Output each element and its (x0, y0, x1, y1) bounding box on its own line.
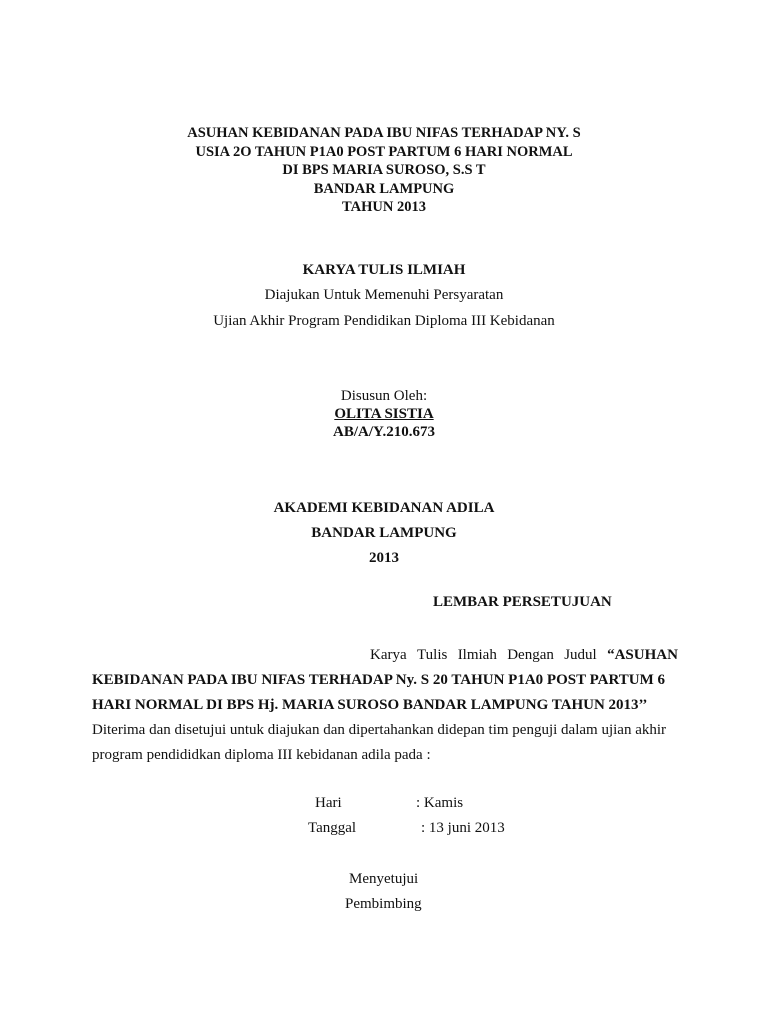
approval-body-line-1: Diterima dan disetujui untuk diajukan dan dipertahankan didepan tim penguji dalam ujian akhir (92, 722, 667, 738)
purpose-line-2: Ujian Akhir Program Pendidikan Diploma III Kebidanan (213, 313, 555, 329)
author-name: OLITA SISTIA (334, 406, 434, 422)
cover-title-line: BANDAR LAMPUNG (313, 180, 455, 197)
intro-word: Dengan (507, 647, 554, 663)
purpose-line-1: Diajukan Untuk Memenuhi Persyaratan (264, 287, 504, 303)
approval-paragraph (92, 643, 678, 768)
approval-title-line-3: HARI NORMAL DI BPS Hj. MARIA SUROSO BANDAR LAMPUNG TAHUN 2013’’ (92, 697, 648, 713)
approval-body-line-2: program pendididkan diploma III kebidanan adila pada : (92, 747, 431, 763)
institution-city: BANDAR LAMPUNG (311, 525, 457, 541)
intro-word: Judul (564, 647, 597, 663)
cover-title (0, 124, 768, 217)
day-label: Hari (315, 795, 342, 811)
cover-title-line: USIA 2O TAHUN P1A0 POST PARTUM 6 HARI NORMAL (195, 143, 573, 160)
author-label: Disusun Oleh: (340, 388, 428, 404)
cover-title-line: DI BPS MARIA SUROSO, S.S T (282, 162, 486, 178)
intro-word: Tulis (417, 647, 448, 663)
document-type: KARYA TULIS ILMIAH (302, 262, 466, 278)
cover-year: 2013 (369, 550, 399, 566)
approval-intro-line (370, 643, 678, 668)
date-label: Tanggal (308, 820, 357, 836)
approval-heading: LEMBAR PERSETUJUAN (433, 594, 612, 610)
cover-title-line: TAHUN 2013 (342, 199, 426, 215)
approve-label: Menyetujui (349, 871, 419, 887)
date-value: : 13 juni 2013 (421, 820, 505, 836)
intro-word: Karya (370, 647, 407, 663)
day-value: : Kamis (416, 795, 464, 811)
author-id: AB/A/Y.210.673 (333, 424, 435, 440)
institution-name: AKADEMI KEBIDANAN ADILA (273, 500, 495, 516)
cover-title-line: ASUHAN KEBIDANAN PADA IBU NIFAS TERHADAP NY. S (187, 125, 581, 141)
supervisor-label: Pembimbing (345, 896, 422, 912)
intro-word: Ilmiah (457, 647, 497, 663)
title-open: “ASUHAN (607, 647, 678, 663)
approval-title-line-2: KEBIDANAN PADA IBU NIFAS TERHADAP Ny. S 20 TAHUN P1A0 POST PARTUM 6 (92, 672, 666, 688)
